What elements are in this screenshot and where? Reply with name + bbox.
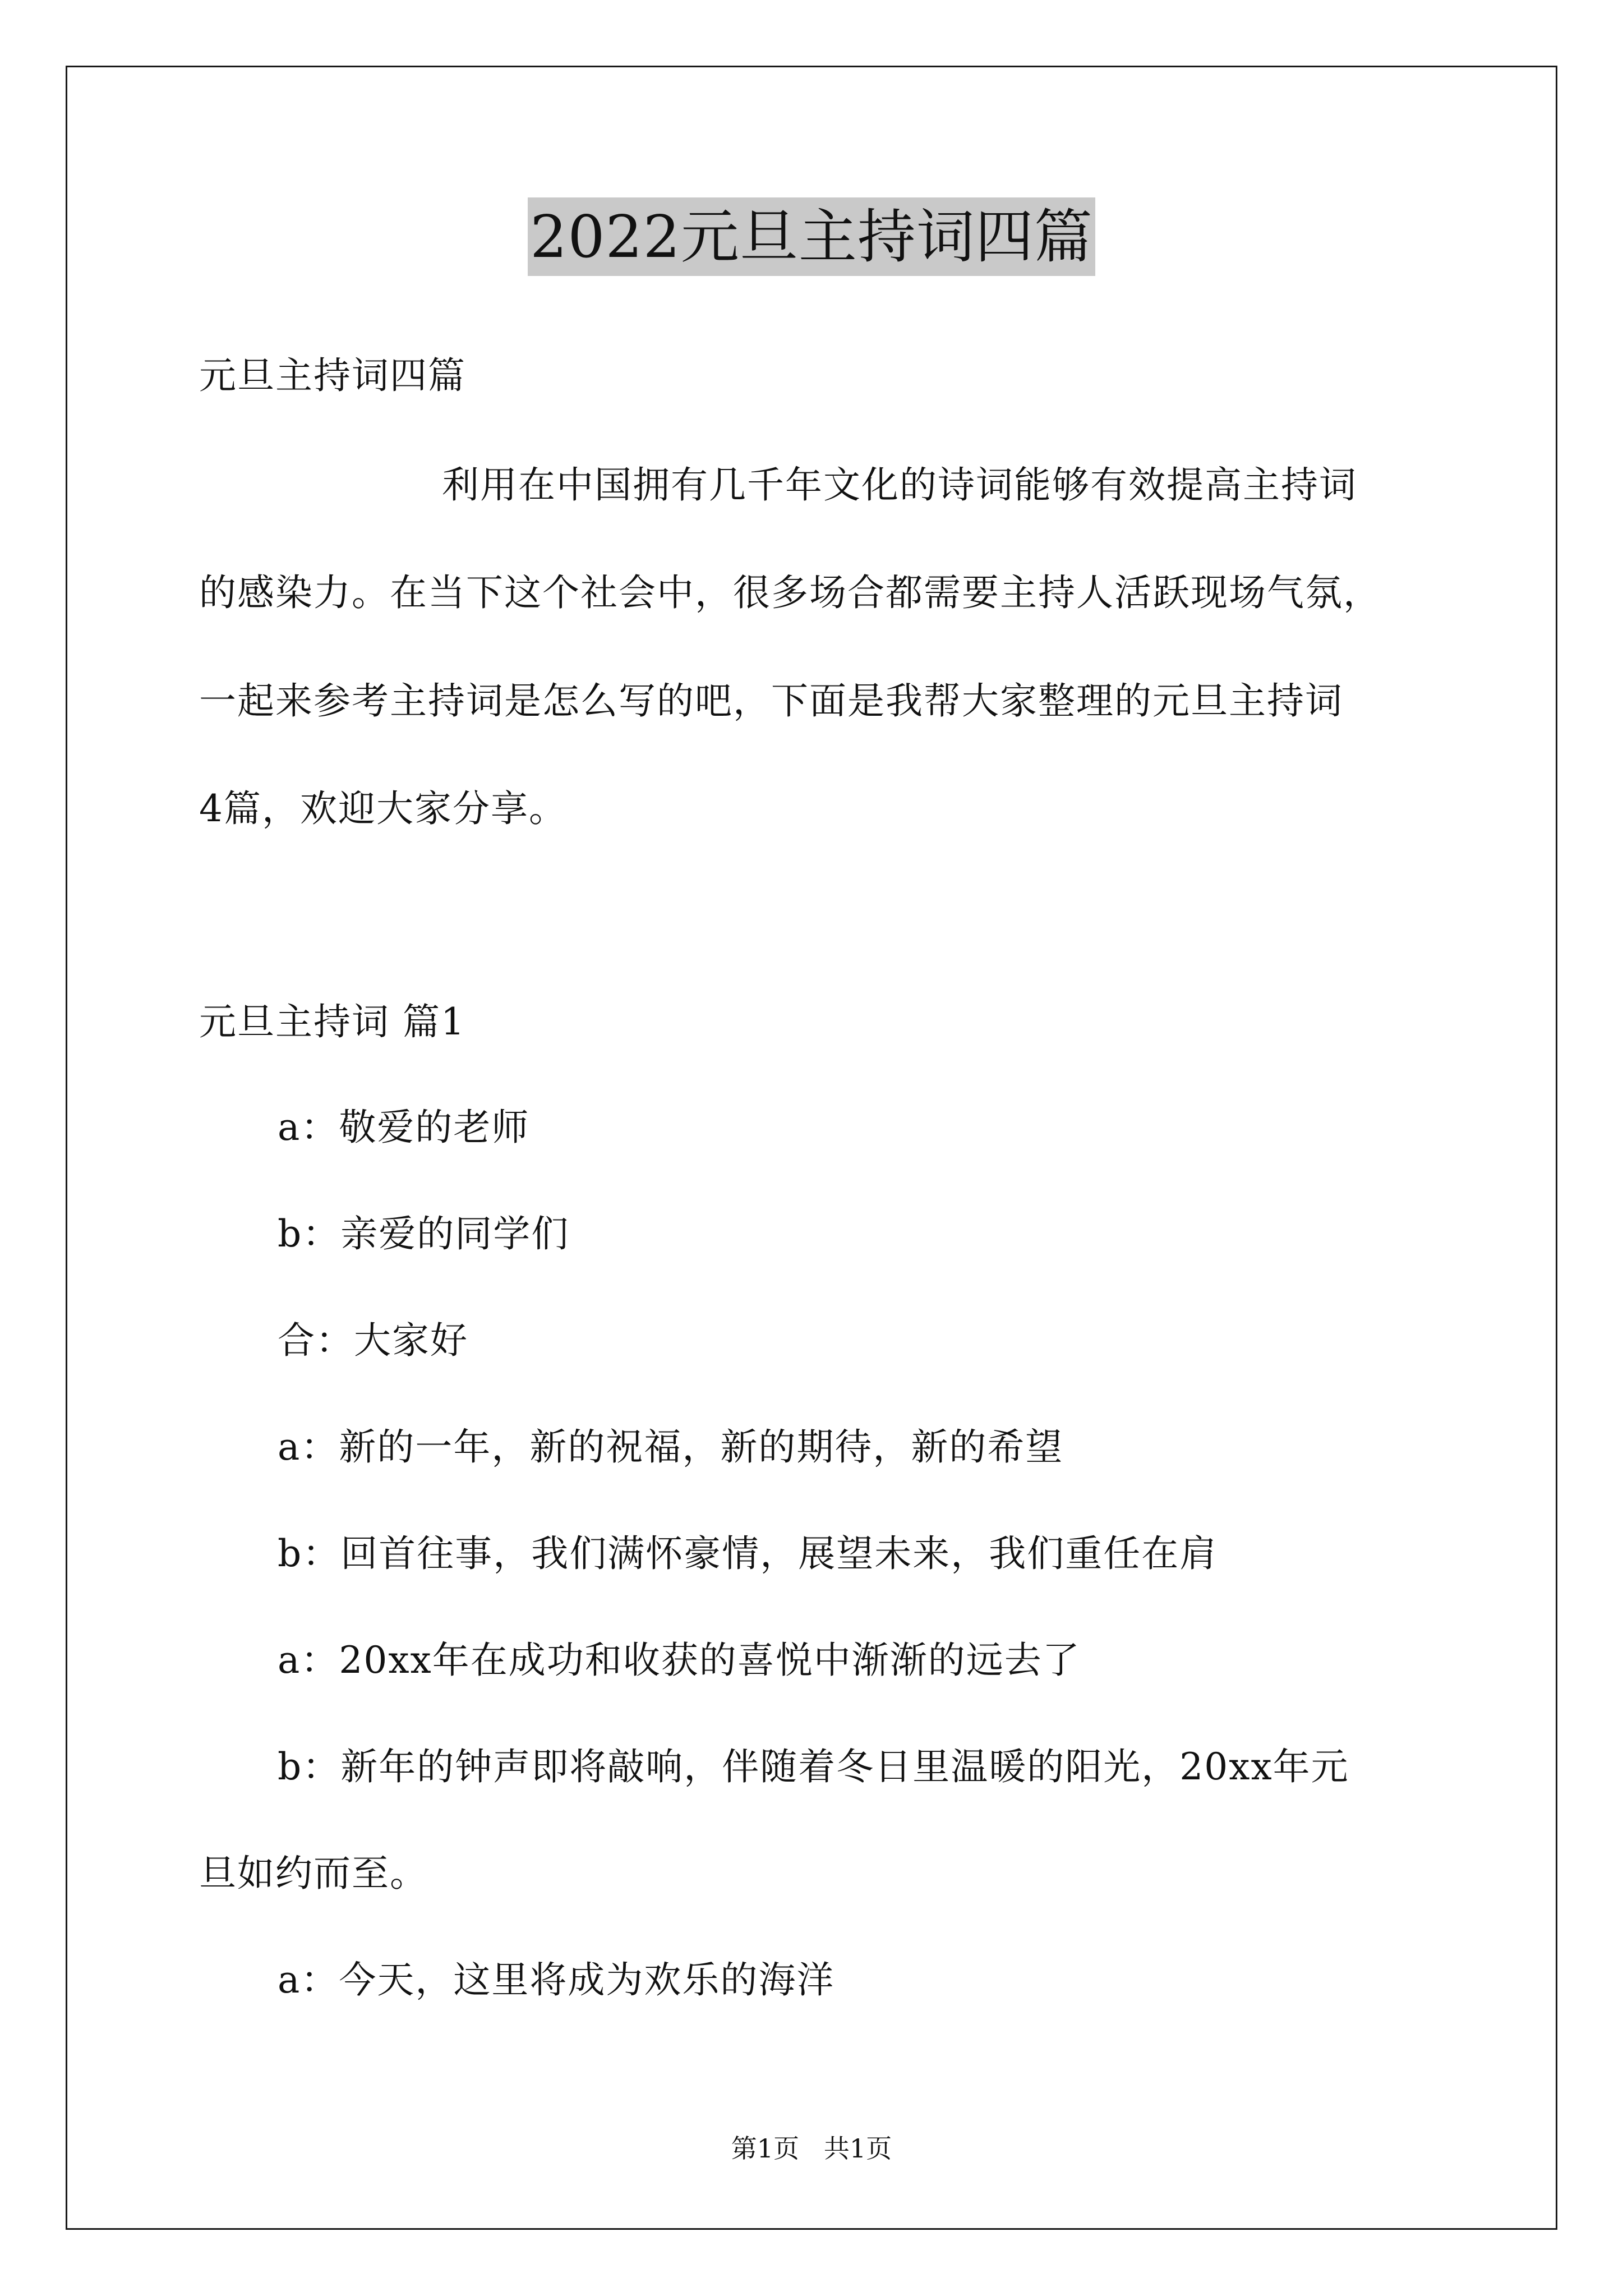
dialogue-line-7: b：新年的钟声即将敲响，伴随着冬日里温暖的阳光，20xx年元 xyxy=(278,1745,1349,1788)
intro-line-1: 利用在中国拥有几千年文化的诗词能够有效提高主持词 xyxy=(442,463,1357,507)
dialogue-line-8: 旦如约而至。 xyxy=(199,1852,428,1895)
section-heading: 元旦主持词 篇1 xyxy=(199,1000,465,1043)
intro-line-4: 4篇，欢迎大家分享。 xyxy=(199,787,567,830)
dialogue-line-5: b：回首往事，我们满怀豪情，展望未来，我们重任在肩 xyxy=(278,1532,1218,1575)
subtitle: 元旦主持词四篇 xyxy=(199,354,466,397)
intro-line-2: 的感染力。在当下这个社会中，很多场合都需要主持人活跃现场气氛， xyxy=(199,571,1381,614)
page-footer: 第1页 共1页 xyxy=(731,2133,892,2164)
dialogue-line-9: a：今天，这里将成为欢乐的海洋 xyxy=(278,1958,835,2001)
title-container xyxy=(0,197,1623,276)
dialogue-line-1: a：敬爱的老师 xyxy=(278,1106,530,1149)
dialogue-line-4: a：新的一年，新的祝福，新的期待，新的希望 xyxy=(278,1425,1064,1469)
dialogue-line-2: b：亲爱的同学们 xyxy=(278,1212,570,1255)
intro-line-3: 一起来参考主持词是怎么写的吧，下面是我帮大家整理的元旦主持词 xyxy=(199,679,1343,723)
dialogue-line-6: a：20xx年在成功和收获的喜悦中渐渐的远去了 xyxy=(278,1639,1081,1682)
document-title: 2022元旦主持词四篇 xyxy=(528,197,1095,276)
dialogue-line-3: 合：大家好 xyxy=(278,1319,468,1362)
